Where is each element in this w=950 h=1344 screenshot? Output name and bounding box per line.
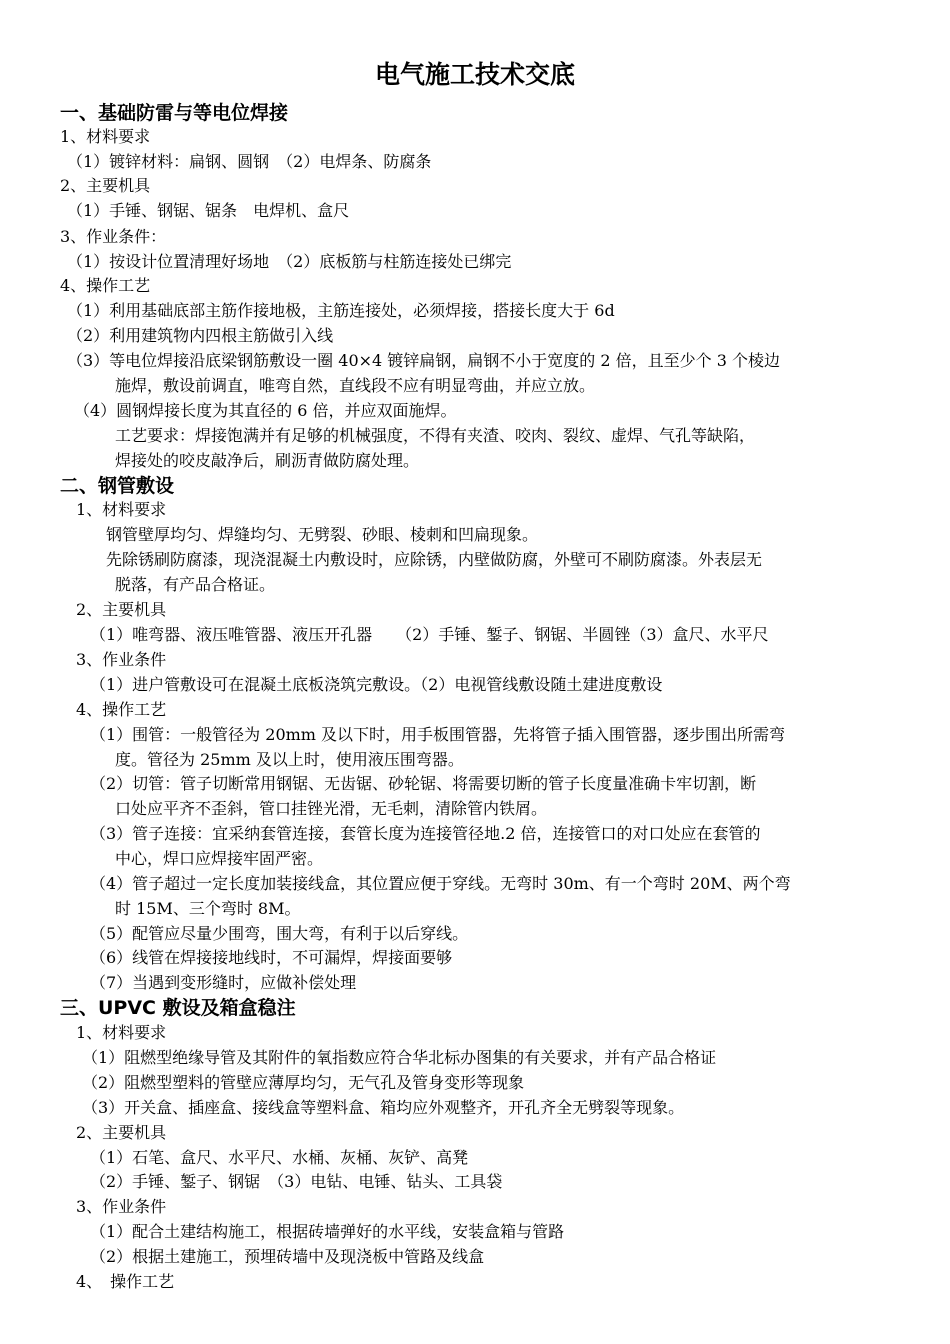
s3-line: （1）配合土建结构施工，根据砖墙弹好的水平线，安装盒箱与管路 — [90, 1222, 565, 1241]
s1-line: （2）利用建筑物内四根主筋做引入线 — [67, 326, 334, 345]
s2-line: 口处应平齐不歪斜，管口挂锉光滑，无毛刺，清除管内铁屑。 — [115, 799, 548, 818]
s2-line: 钢管壁厚均匀、焊缝均匀、无劈裂、砂眼、棱刺和凹扁现象。 — [106, 525, 539, 544]
s1-line: 3、作业条件： — [60, 227, 167, 246]
s3-line: （1）阻燃型绝缘导管及其附件的氧指数应符合华北标办图集的有关要求，并有产品合格证 — [82, 1048, 717, 1067]
s2-line: （1）进户管敷设可在混凝土底板浇筑完敷设。（2）电视管线敷设随土建进度敷设 — [90, 675, 663, 694]
s2-line: 脱落，有产品合格证。 — [115, 575, 276, 594]
s1-line: 工艺要求：焊接饱满并有足够的机械强度，不得有夹渣、咬肉、裂纹、虚焊、气孔等缺陷， — [115, 426, 756, 445]
s2-line: （2）切管：管子切断常用钢锯、无齿锯、砂轮锯、将需要切断的管子长度量准确卡牢切割，断 — [90, 774, 757, 793]
s2-line: （1）围管：一般管径为 20mm 及以下时，用手板围管器，先将管子插入围管器，逐步围出所需弯 — [90, 725, 786, 744]
s3-line: （3）开关盒、插座盒、接线盒等塑料盒、箱均应外观整齐，开孔齐全无劈裂等现象。 — [82, 1098, 685, 1117]
s3-line: （1）石笔、盒尺、水平尺、水桶、灰桶、灰铲、高凳 — [90, 1148, 469, 1167]
s1-line: （1）按设计位置清理好场地 （2）底板筋与柱筋连接处已绑完 — [67, 252, 512, 271]
s1-line: （3）等电位焊接沿底梁钢筋敷设一圈 40×4 镀锌扁钢，扁钢不小于宽度的 2 倍，且至少个 3 个棱边 — [67, 351, 781, 370]
section-1-heading: 一、基础防雷与等电位焊接 — [60, 102, 289, 124]
s2-line: 度。管径为 25mm 及以上时，使用液压围弯器。 — [115, 750, 464, 769]
s2-line: 2、主要机具 — [76, 600, 167, 619]
section-3-heading: 三、UPVC 敷设及箱盒稳注 — [60, 997, 296, 1019]
s1-line: （4）圆钢焊接长度为其直径的 6 倍，并应双面施焊。 — [74, 401, 457, 420]
section-2-heading: 二、钢管敷设 — [60, 475, 175, 497]
s1-line: 1、材料要求 — [60, 127, 151, 146]
s1-line: 2、主要机具 — [60, 176, 151, 195]
s1-line: 4、操作工艺 — [60, 276, 151, 295]
s2-line: 中心，焊口应焊接牢固严密。 — [115, 849, 324, 868]
s2-line: （1）唯弯器、液压唯管器、液压开孔器 （2）手锤、錾子、钢锯、半圆锉（3）盒尺、水平尺 — [90, 625, 769, 644]
s3-line: 1、材料要求 — [76, 1023, 167, 1042]
s2-line: （3）管子连接：宜采纳套管连接，套管长度为连接管径地.2 倍，连接管口的对口处应在套管的 — [90, 824, 761, 843]
s1-line: 施焊，敷设前调直，唯弯自然，直线段不应有明显弯曲，并应立放。 — [115, 376, 596, 395]
s3-line: 2、主要机具 — [76, 1123, 167, 1142]
s2-line: （6）线管在焊接接地线时，不可漏焊，焊接面要够 — [90, 948, 453, 967]
s2-line: （7）当遇到变形缝时，应做补偿处理 — [90, 973, 357, 992]
s3-line: （2）手锤、錾子、钢锯 （3）电钻、电锤、钻头、工具袋 — [90, 1172, 503, 1191]
s3-line: 3、作业条件 — [76, 1197, 167, 1216]
s1-line: （1）手锤、钢锯、锯条 电焊机、盒尺 — [67, 201, 350, 220]
s1-line: （1）镀锌材料：扁钢、圆钢 （2）电焊条、防腐条 — [67, 152, 432, 171]
s2-line: 1、材料要求 — [76, 500, 167, 519]
s2-line: 4、操作工艺 — [76, 700, 167, 719]
s2-line: 时 15M、三个弯时 8M。 — [115, 899, 301, 918]
s3-line: 4、 操作工艺 — [76, 1272, 175, 1291]
s2-line: 3、作业条件 — [76, 650, 167, 669]
s2-line: （5）配管应尽量少围弯，围大弯，有利于以后穿线。 — [90, 924, 469, 943]
document-title: 电气施工技术交底 — [374, 60, 575, 89]
s3-line: （2）根据土建施工，预埋砖墙中及现浇板中管路及线盒 — [90, 1247, 485, 1266]
s3-line: （2）阻燃型塑料的管壁应薄厚均匀，无气孔及管身变形等现象 — [82, 1073, 525, 1092]
s1-line: 焊接处的咬皮敲净后，刷沥青做防腐处理。 — [115, 451, 420, 470]
s1-line: （1）利用基础底部主筋作接地极，主筋连接处，必须焊接，搭接长度大于 6d — [67, 301, 615, 320]
s2-line: 先除锈刷防腐漆，现浇混凝土内敷设时，应除锈，内壁做防腐，外壁可不刷防腐漆。外表层无 — [106, 550, 763, 569]
s2-line: （4）管子超过一定长度加装接线盒，其位置应便于穿线。无弯时 30m、有一个弯时 20M、两个弯 — [90, 874, 791, 893]
